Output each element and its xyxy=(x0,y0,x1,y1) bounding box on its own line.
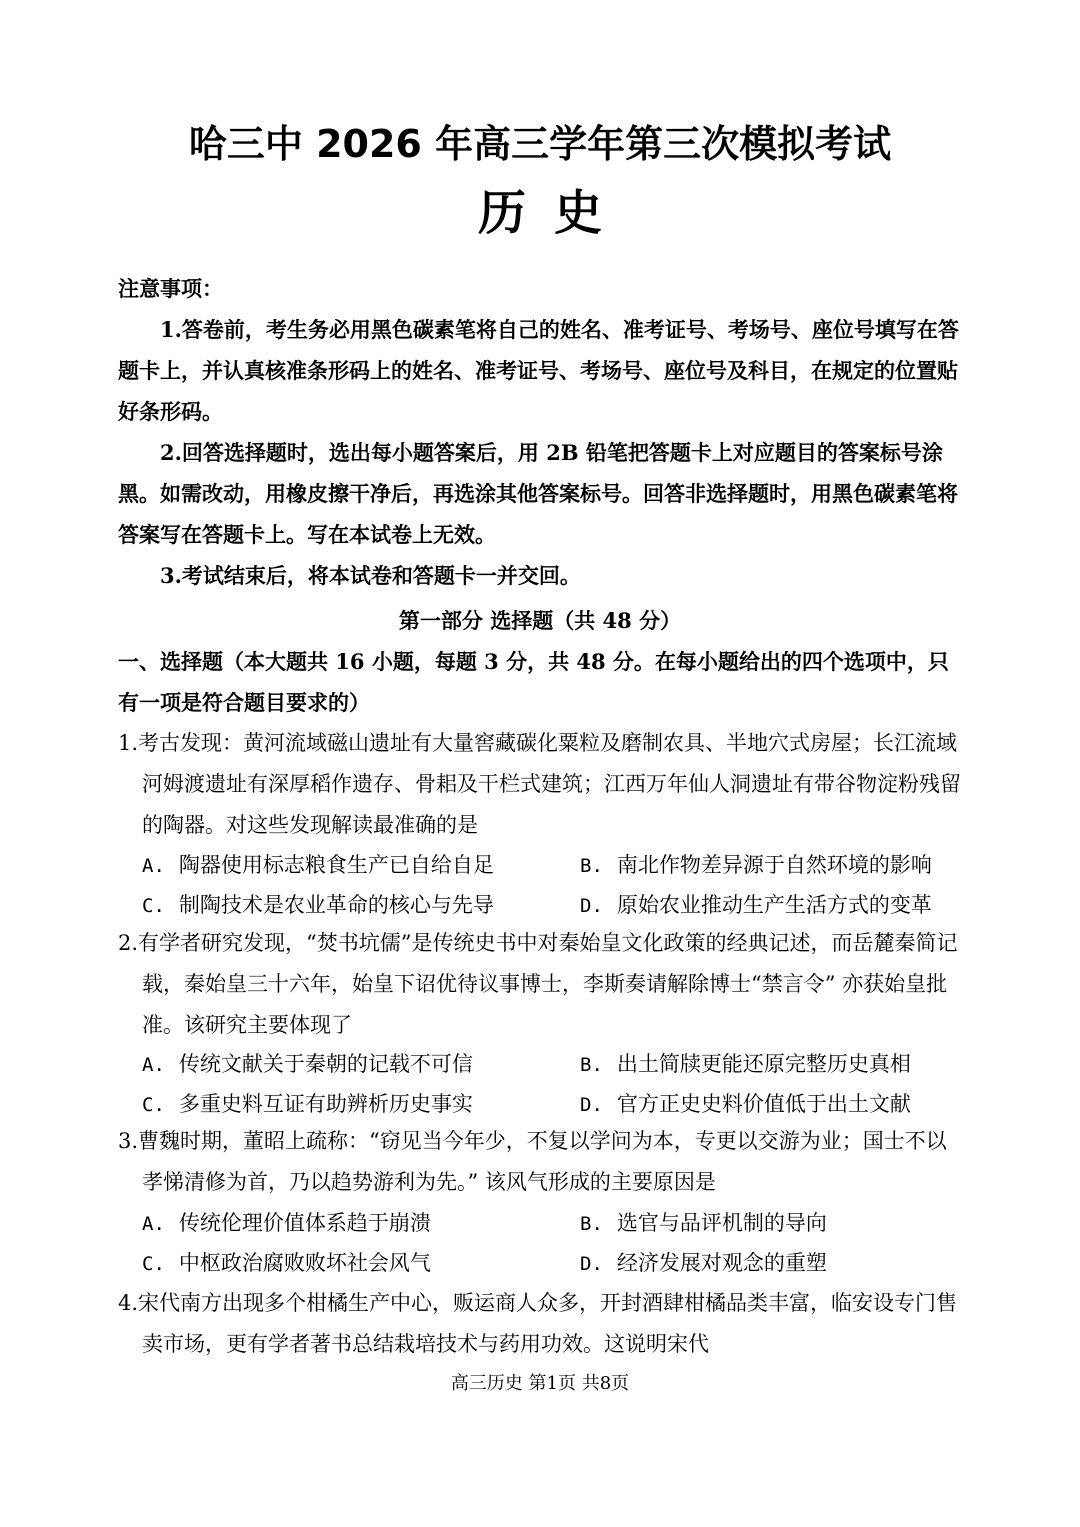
option-text: 原始农业推动生产生活方式的变革 xyxy=(616,893,932,917)
option-text: 多重史料互证有助辨析历史事实 xyxy=(178,1092,473,1116)
section-heading: 一、选择题（本大题共 16 小题，每题 3 分，共 48 分。在每小题给出的四个选项中，只有一项是符合题目要求的） xyxy=(118,649,949,715)
option-text: 传统文献关于秦朝的记载不可信 xyxy=(178,1052,473,1076)
option-text: 陶器使用标志粮食生产已自给自足 xyxy=(178,853,494,877)
option-label: B. xyxy=(580,1054,603,1076)
option-text: 传统伦理价值体系趋于崩溃 xyxy=(178,1211,431,1235)
option-label: A. xyxy=(142,1054,165,1076)
option-d xyxy=(580,885,932,926)
option-c xyxy=(142,1084,473,1125)
option-d xyxy=(580,1084,911,1125)
part-title: 第一部分 选择题（共 48 分） xyxy=(398,608,682,633)
option-text: 出土简牍更能还原完整历史真相 xyxy=(616,1052,911,1076)
option-text: 南北作物差异源于自然环境的影响 xyxy=(616,853,932,877)
option-label: C. xyxy=(142,1094,165,1116)
question-stem: 1.考古发现：黄河流域磁山遗址有大量窖藏碳化粟粒及磨制农具、半地穴式房屋；长江流域河姆渡遗址有深厚稻作遗存、骨耜及干栏式建筑；江西万年仙人洞遗址有带谷物淀粉残留的陶器。对这些发现解读最准确的是 xyxy=(118,731,961,837)
option-text: 制陶技术是农业革命的核心与先导 xyxy=(178,893,494,917)
option-b xyxy=(580,845,932,886)
option-label: A. xyxy=(142,855,165,877)
option-d xyxy=(580,1243,827,1284)
option-text: 中枢政治腐败败坏社会风气 xyxy=(178,1251,431,1275)
option-label: D. xyxy=(580,1253,603,1275)
option-label: D. xyxy=(580,895,603,917)
option-label: A. xyxy=(142,1213,165,1235)
exam-title: 哈三中 2026 年高三学年第三次模拟考试 xyxy=(188,122,892,166)
option-c xyxy=(142,885,494,926)
option-label: C. xyxy=(142,1253,165,1275)
option-b xyxy=(580,1044,911,1085)
question-stem: 4.宋代南方出现多个柑橘生产中心，贩运商人众多，开封酒肆柑橘品类丰富，临安设专门售卖市场，更有学者著书总结栽培技术与药用功效。这说明宋代 xyxy=(118,1291,958,1356)
option-text: 经济发展对观念的重塑 xyxy=(616,1251,827,1275)
question-stem: 2.有学者研究发现，“焚书坑儒”是传统史书中对秦始皇文化政策的经典记述，而岳麓秦简记载，秦始皇三十六年，始皇下诏优待议事博士，李斯奏请解除博士“禁言令” 亦获始皇批准。该研究主要体现了 xyxy=(118,931,958,1037)
notice-item: 2.回答选择题时，选出每小题答案后，用 2B 铅笔把答题卡上对应题目的答案标号涂黑。如需改动，用橡皮擦干净后，再选涂其他答案标号。回答非选择题时，用黑色碳素笔将答案写在答题卡上。写在本试卷上无效。 xyxy=(118,440,958,547)
option-label: B. xyxy=(580,1213,603,1235)
option-b xyxy=(580,1203,827,1244)
notice-item: 1.答卷前，考生务必用黑色碳素笔将自己的姓名、准考证号、考场号、座位号填写在答题卡上，并认真核准条形码上的姓名、准考证号、考场号、座位号及科目，在规定的位置贴好条形码。 xyxy=(118,317,959,424)
option-c xyxy=(142,1243,431,1284)
question-stem: 3.曹魏时期，董昭上疏称：“窃见当今年少，不复以学问为本，专更以交游为业；国士不以孝悌清修为首，乃以趋势游利为先。” 该风气形成的主要原因是 xyxy=(118,1129,947,1194)
option-label: D. xyxy=(580,1094,603,1116)
option-a xyxy=(142,1203,431,1244)
option-a xyxy=(142,845,494,886)
notice-title: 注意事项： xyxy=(118,276,223,301)
option-text: 选官与品评机制的导向 xyxy=(616,1211,827,1235)
page-footer: 高三历史 第1页 共8页 xyxy=(450,1373,630,1394)
option-label: C. xyxy=(142,895,165,917)
notice-item: 3.考试结束后，将本试卷和答题卡一并交回。 xyxy=(160,563,581,588)
subject-title: 历史 xyxy=(477,185,630,241)
option-text: 官方正史史料价值低于出土文献 xyxy=(616,1092,911,1116)
option-label: B. xyxy=(580,855,603,877)
option-a xyxy=(142,1044,473,1085)
